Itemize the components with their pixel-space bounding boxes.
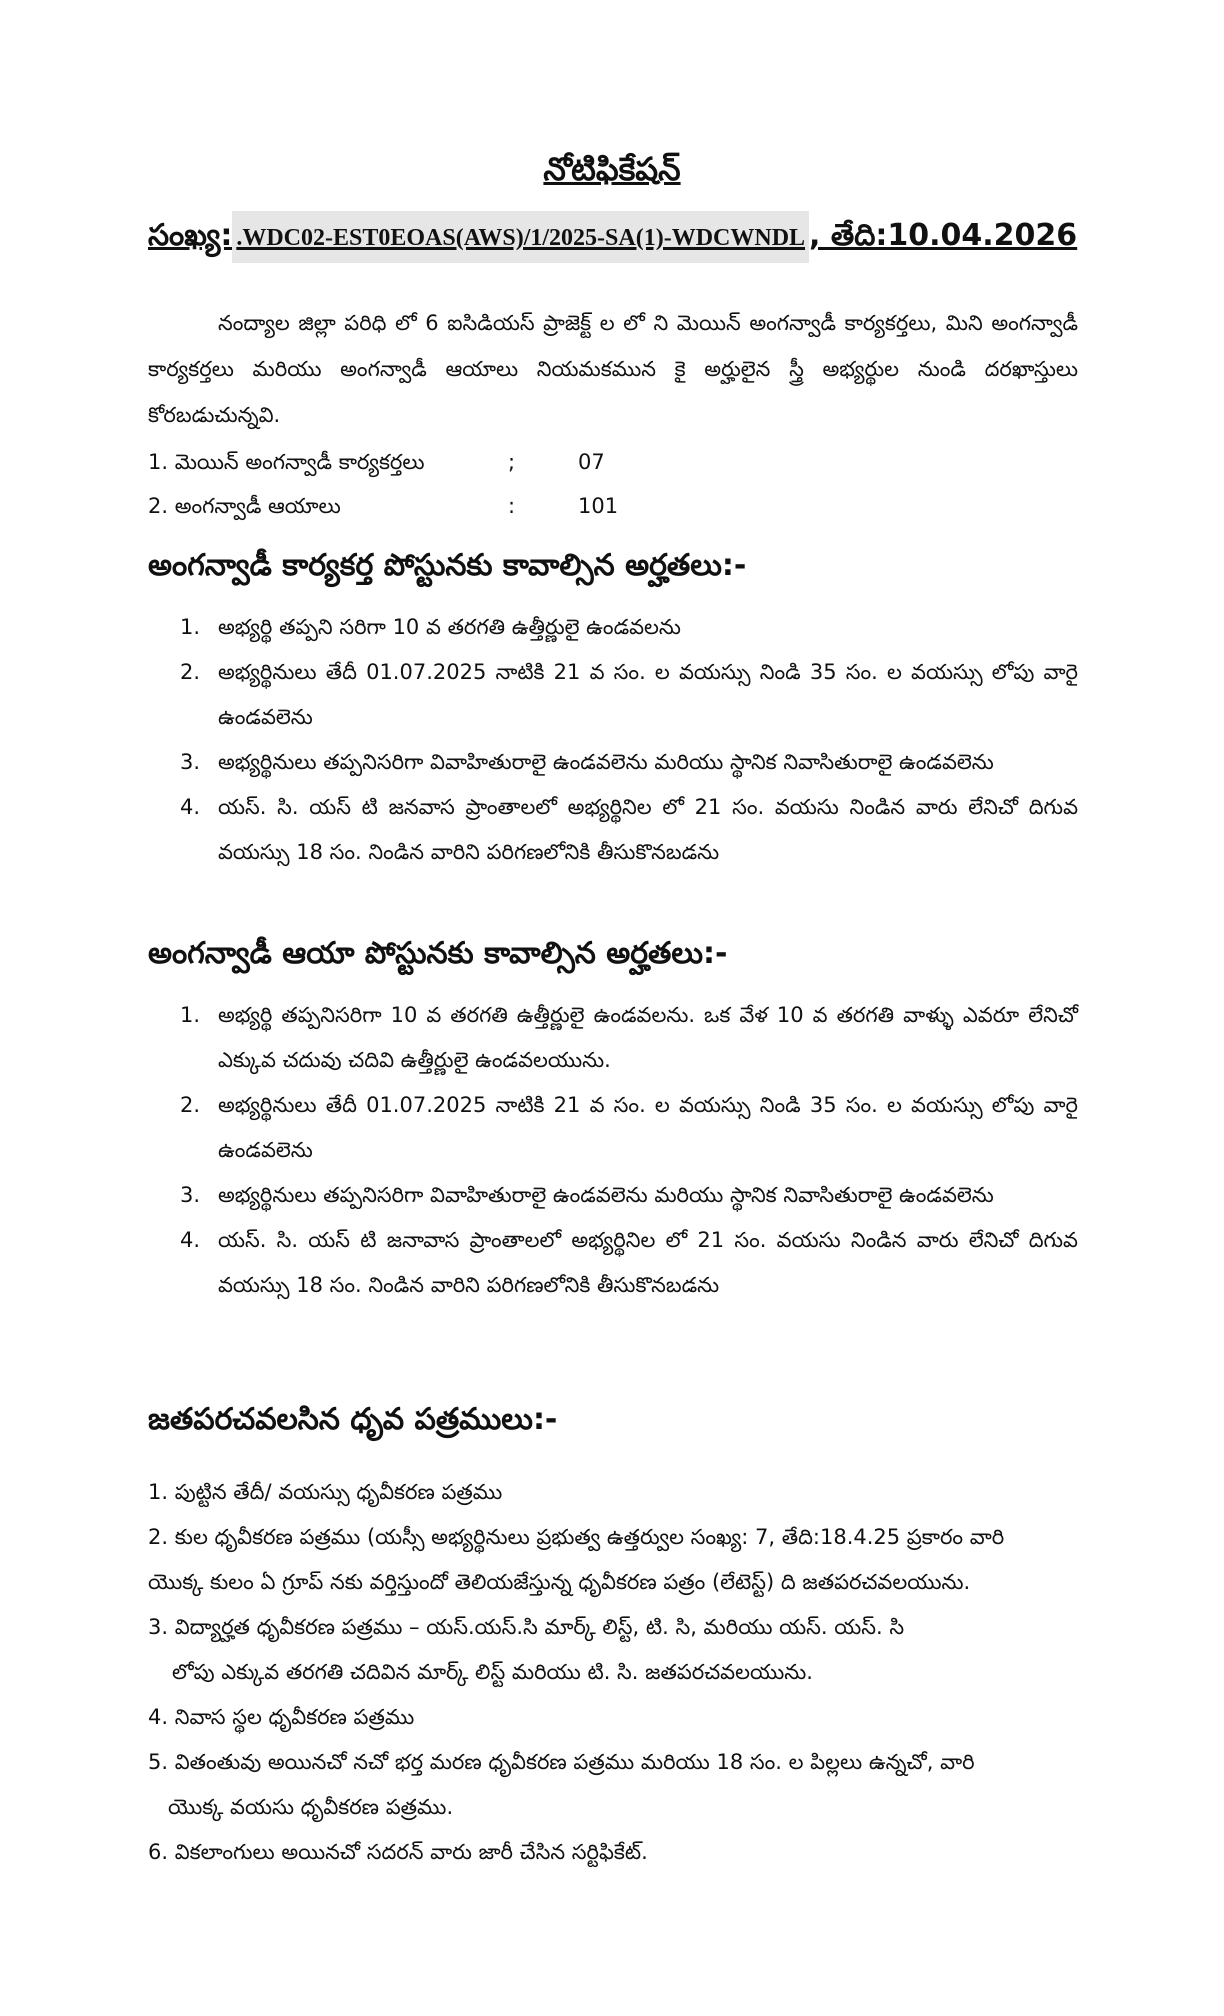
item-text: అభ్యర్థినులు తప్పనిసరిగా వివాహితురాలై ఉండవలెను మరియు స్థానిక నివాసితురాలై ఉండవలెను [218,750,994,774]
item-text: 2. కుల ధృవీకరణ పత్రము (యస్సీ అభ్యర్థినులు ప్రభుత్వ ఉత్తర్వుల సంఖ్య: 7, తేది:18.4.25 ప్రకారం వారి [148,1525,1005,1549]
vacancy-separator: ; [508,450,516,474]
reference-line [148,218,1077,260]
list-item [148,1740,1078,1830]
vacancy-row-main-workers [148,440,605,484]
item-text: 3. విద్యార్హత ధృవీకరణ పత్రము – యస్.యస్.సి మార్క్ లిస్ట్, టి. సి, మరియు యస్. యస్. సి [148,1615,905,1639]
item-number: 1. [180,615,201,639]
list-item [148,1515,1078,1605]
worker-qualifications-heading: అంగన్వాడీ కార్యకర్త పోస్టునకు కావాల్సిన అర్హతలు:- [148,548,747,583]
item-text-continued: లోపు ఎక్కువ తరగతి చదివిన మార్క్ లిస్ట్ మరియు టి. సి. జతపరచవలయును. [172,1660,813,1684]
item-text-continued: యొక్క వయసు ధృవీకరణ పత్రము. [168,1795,454,1819]
item-text: అభ్యర్థినులు తేదీ 01.07.2025 నాటికి 21 వ సం. ల వయస్సు నిండి 35 సం. ల వయస్సు లోపు వారై ఉండవలెను [218,660,1078,729]
item-text: 5. వితంతువు అయినచో నచో భర్త మరణ ధృవీకరణ పత్రము మరియు 18 సం. ల పిల్లలు ఉన్నచో, వారి [148,1750,975,1774]
vacancy-separator: : [508,494,516,518]
item-text: 4. నివాస స్థల ధృవీకరణ పత్రము [148,1705,415,1729]
item-text: 1. పుట్టిన తేదీ/ వయస్సు ధృవీకరణ పత్రము [148,1480,503,1504]
vacancy-row-aayas [148,484,618,528]
item-text: అభ్యర్థినులు తేదీ 01.07.2025 నాటికి 21 వ సం. ల వయస్సు నిండి 35 సం. ల వయస్సు లోపు వారై ఉండవలెను [218,1093,1078,1162]
vacancy-count: 101 [578,494,619,518]
reference-prefix: సంఖ్య: [148,218,233,253]
list-item [148,1605,1078,1695]
item-text: అభ్యర్థి తప్పనిసరిగా 10 వ తరగతి ఉత్తీర్ణులై ఉండవలను. ఒక వేళ 10 వ తరగతి వాళ్ళు ఎవరూ లేనిచో ఎక్కువ చదువు చదివి ఉత్తీర్ణులై ఉండవలయును. [218,1003,1078,1072]
list-item [148,1470,1078,1515]
list-item [180,1218,1078,1308]
item-number: 2. [180,660,201,684]
item-number: 1. [180,1003,201,1027]
item-number: 4. [180,795,201,819]
list-item [148,1695,1078,1740]
list-item [180,740,1078,785]
worker-qualifications-list [180,605,1078,875]
reference-date: , తేది:10.04.2026 [809,218,1078,253]
aaya-qualifications-heading: అంగన్వాడీ ఆయా పోస్టునకు కావాల్సిన అర్హతలు:- [148,936,728,971]
item-number: 2. [180,1093,201,1117]
list-item [180,1083,1078,1173]
intro-paragraph: నంద్యాల జిల్లా పరిధి లో 6 ఐసిడియస్ ప్రాజెక్ట్ ల లో ని మెయిన్ అంగన్వాడీ కార్యకర్తలు, మిని అంగన్వాడీ కార్యకర్తలు మరియు అంగన్వాడీ ఆయాలు నియమకమున కై అర్హులైన స్త్రీ అభ్యర్థుల నుండి దరఖాస్తులు కోరబడుచున్నవి. [148,311,1078,427]
document-title: నోటిఫికేషన్ [543,150,681,188]
list-item [148,1830,1078,1875]
item-text: యస్. సి. యస్ టి జనవాస ప్రాంతాలలో అభ్యర్థినిల లో 21 సం. వయసు నిండిన వారు లేనిచో దిగువ వయస్సు 18 సం. నిండిన వారిని పరిగణలోనికి తీసుకొనబడను [218,795,1078,864]
item-text: 6. వికలాంగులు అయినచో సదరన్ వారు జారీ చేసిన సర్టిఫికేట్. [148,1840,648,1864]
list-item [180,1173,1078,1218]
vacancy-label: 1. మెయిన్ అంగన్వాడీ కార్యకర్తలు [148,450,425,474]
item-text: అభ్యర్థినులు తప్పనిసరిగా వివాహితురాలై ఉండవలెను మరియు స్థానిక నివాసితురాలై ఉండవలెను [218,1183,994,1207]
item-text-continued: యొక్క కులం ఏ గ్రూప్ నకు వర్తిస్తుందో తెలియజేస్తున్న ధృవీకరణ పత్రం (లేటెస్ట్) ది జతపరచవలయును. [148,1570,971,1594]
vacancy-label: 2. అంగన్వాడీ ఆయాలు [148,494,341,518]
item-number: 4. [180,1228,201,1252]
list-item [180,993,1078,1083]
list-item [180,785,1078,875]
item-text: అభ్యర్థి తప్పని సరిగా 10 వ తరగతి ఉత్తీర్ణులై ఉండవలను [218,615,681,639]
documents-heading: జతపరచవలసిన ధృవ పత్రములు:- [148,1402,558,1437]
vacancy-count: 07 [578,450,605,474]
documents-list [148,1470,1078,1875]
item-text: యస్. సి. యస్ టి జనావాస ప్రాంతాలలో అభ్యర్థినిల లో 21 సం. వయసు నిండిన వారు లేనిచో దిగువ వయస్సు 18 సం. నిండిన వారిని పరిగణలోనికి తీసుకొనబడను [218,1228,1078,1297]
reference-number: .WDC02-EST0EOAS(AWS)/1/2025-SA(1)-WDCWNDL [232,211,809,263]
list-item [180,605,1078,650]
item-number: 3. [180,1183,201,1207]
aaya-qualifications-list [180,993,1078,1308]
list-item [180,650,1078,740]
item-number: 3. [180,750,201,774]
